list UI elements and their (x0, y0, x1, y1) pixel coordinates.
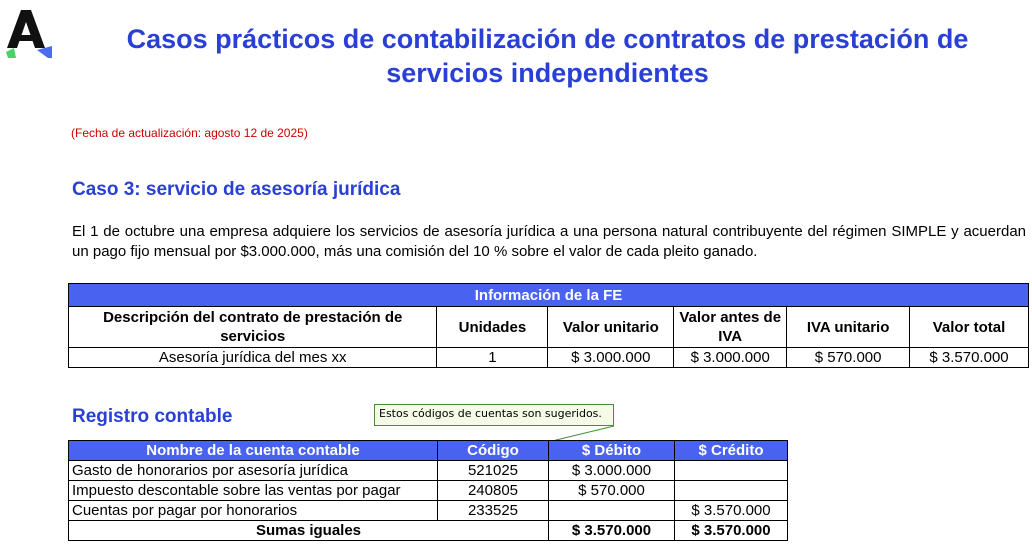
table-row (69, 481, 788, 501)
fe-info-table (68, 283, 1029, 368)
total-row (69, 521, 788, 541)
total-debit: $ 3.570.000 (549, 521, 675, 541)
fe-cell-pre-iva: $ 3.000.000 (674, 348, 787, 368)
reg-account: Gasto de honorarios por asesoría jurídica (69, 461, 438, 481)
reg-account: Cuentas por pagar por honorarios (69, 501, 438, 521)
reg-header-account: Nombre de la cuenta contable (69, 441, 438, 461)
reg-debit: $ 570.000 (549, 481, 675, 501)
fe-table-title: Información de la FE (69, 284, 1029, 307)
case-heading: Caso 3: servicio de asesoría jurídica (72, 179, 401, 200)
fe-header-units: Unidades (437, 307, 548, 348)
page-title (90, 22, 1005, 90)
page-title-line2: servicios independientes (386, 58, 709, 88)
fe-header-total: Valor total (910, 307, 1029, 348)
table-row (69, 348, 1029, 368)
reg-code: 233525 (438, 501, 549, 521)
reg-header-debit: $ Débito (549, 441, 675, 461)
comment-note: Estos códigos de cuentas son sugeridos. (374, 404, 614, 426)
fe-cell-description: Asesoría jurídica del mes xx (69, 348, 437, 368)
fe-cell-iva-unit: $ 570.000 (787, 348, 910, 368)
actualicese-logo-icon (4, 6, 56, 58)
fe-header-iva-unit: IVA unitario (787, 307, 910, 348)
reg-debit: $ 3.000.000 (549, 461, 675, 481)
registro-heading: Registro contable (72, 406, 233, 427)
registro-table (68, 440, 788, 541)
reg-credit (675, 461, 788, 481)
reg-header-credit: $ Crédito (675, 441, 788, 461)
reg-code: 521025 (438, 461, 549, 481)
update-date: (Fecha de actualización: agosto 12 de 2025) (71, 126, 308, 140)
fe-cell-units: 1 (437, 348, 548, 368)
reg-credit (675, 481, 788, 501)
reg-header-code: Código (438, 441, 549, 461)
page-title-line1: Casos prácticos de contabilización de contratos de prestación de (126, 24, 969, 54)
case-description: El 1 de octubre una empresa adquiere los servicios de asesoría jurídica a una persona natural contribuyente del régimen SIMPLE y acuerdan un pago fijo mensual por $3.000.000, más una comisión del 10 % sobre el valor de cada pleito ganado. (72, 223, 1026, 260)
reg-code: 240805 (438, 481, 549, 501)
table-row (69, 501, 788, 521)
fe-header-description: Descripción del contrato de prestación de servicios (69, 307, 437, 348)
fe-cell-total: $ 3.570.000 (910, 348, 1029, 368)
table-row (69, 461, 788, 481)
total-label: Sumas iguales (69, 521, 549, 541)
reg-account: Impuesto descontable sobre las ventas por pagar (69, 481, 438, 501)
reg-credit: $ 3.570.000 (675, 501, 788, 521)
total-credit: $ 3.570.000 (675, 521, 788, 541)
fe-header-unit-value: Valor unitario (548, 307, 674, 348)
fe-cell-unit-value: $ 3.000.000 (548, 348, 674, 368)
fe-header-pre-iva: Valor antes de IVA (674, 307, 787, 348)
reg-debit (549, 501, 675, 521)
